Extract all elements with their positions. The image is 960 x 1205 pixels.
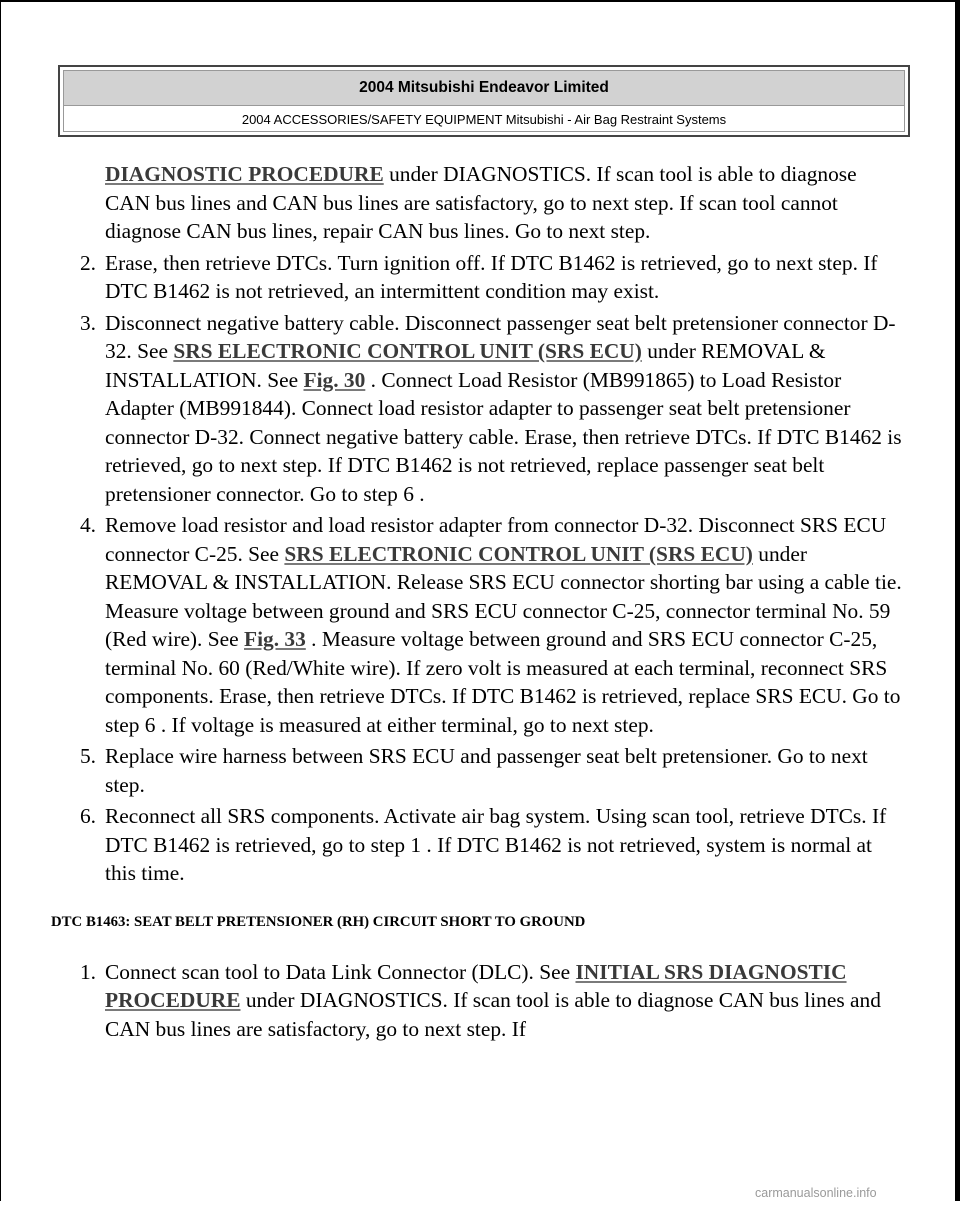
step-text: under DIAGNOSTICS. If scan tool is able to diagnose CAN bus lines and CAN bus lines are satisfactory, go to next step. If [105,988,881,1041]
step-2 [60,249,902,306]
vehicle-title: 2004 Mitsubishi Endeavor Limited [64,71,904,105]
step-number: 2. [79,250,96,275]
header-inner [63,70,905,132]
step-5 [60,742,902,799]
site-watermark: carmanualsonline.info [755,1186,877,1200]
step-4 [60,511,902,739]
step-number: 3. [79,310,96,335]
continued-step [60,160,902,246]
fig-33-link[interactable]: Fig. 33 [244,627,306,651]
section-heading: DTC B1463: SEAT BELT PRETENSIONER (RH) CIRCUIT SHORT TO GROUND [51,913,586,930]
srs-ecu-link[interactable]: SRS ELECTRONIC CONTROL UNIT (SRS ECU) [173,339,642,363]
step-number: 1. [79,959,96,984]
srs-ecu-link[interactable]: SRS ELECTRONIC CONTROL UNIT (SRS ECU) [284,541,753,566]
procedure-content [51,160,902,1046]
step-text: . Connect Load Resistor (MB991865) to Load Resistor Adapter (MB991844). Connect load resistor adapter to passenger seat belt pretensioner connector D-32. Connect negative battery cable. Erase, then retrieve DTCs. If DTC B1462 is retrieved, go to next step. If DTC B1462 is not retrieved, replace passenger seat belt pretensioner connector. Go to step 6 . [105,367,902,506]
step-number: 4. [79,513,96,537]
step-text: Remove load resistor and load resistor adapter from connector D-32. Disconnect SRS ECU connector C-25. See [105,513,887,566]
section-step-1 [60,958,902,1044]
document-header [58,65,910,137]
diagnostic-procedure-link[interactable]: DIAGNOSTIC PROCEDURE [105,162,384,186]
step-text: Replace wire harness between SRS ECU and passenger seat belt pretensioner. Go to next step. [105,744,868,797]
section-subtitle: 2004 ACCESSORIES/SAFETY EQUIPMENT Mitsubishi - Air Bag Restraint Systems [64,105,904,133]
step-text: Disconnect negative battery cable. Disconnect passenger seat belt pretensioner connector D-32. See [105,310,896,363]
step-6 [60,802,902,888]
step-number: 5. [79,744,96,768]
step-text: Reconnect all SRS components. Activate air bag system. Using scan tool, retrieve DTCs. If DTC B1462 is retrieved, go to step 1 . If DTC B1462 is not retrieved, system is normal at this time. [105,804,887,885]
step-3 [60,309,902,509]
step-number: 6. [79,804,96,828]
step-text: under REMOVAL & INSTALLATION. Release SRS ECU connector shorting bar using a cable tie. Measure voltage between ground and SRS ECU connector C-25, connector terminal No. 59 (Red wire). See [105,541,902,651]
initial-srs-diagnostic-procedure-link[interactable]: INITIAL SRS DIAGNOSTIC PROCEDURE [105,959,847,1012]
continued-step-text: under DIAGNOSTICS. If scan tool is able to diagnose CAN bus lines and CAN bus lines are satisfactory, go to next step. If scan tool cannot diagnose CAN bus lines, repair CAN bus lines. Go to next step. [105,162,857,243]
fig-30-link[interactable]: Fig. 30 [303,367,366,392]
step-text: Connect scan tool to Data Link Connector (DLC). See [105,959,576,984]
step-text: under REMOVAL & INSTALLATION. See [105,339,826,392]
step-text: Erase, then retrieve DTCs. Turn ignition off. If DTC B1462 is retrieved, go to next step. If DTC B1462 is not retrieved, an intermittent condition may exist. [105,250,878,303]
step-text: . Measure voltage between ground and SRS ECU connector C-25, terminal No. 60 (Red/White wire). If zero volt is measured at each terminal, reconnect SRS components. Erase, then retrieve DTCs. If DTC B1462 is retrieved, replace SRS ECU. Go to step 6 . If voltage is measured at either terminal, go to next step. [105,627,901,737]
